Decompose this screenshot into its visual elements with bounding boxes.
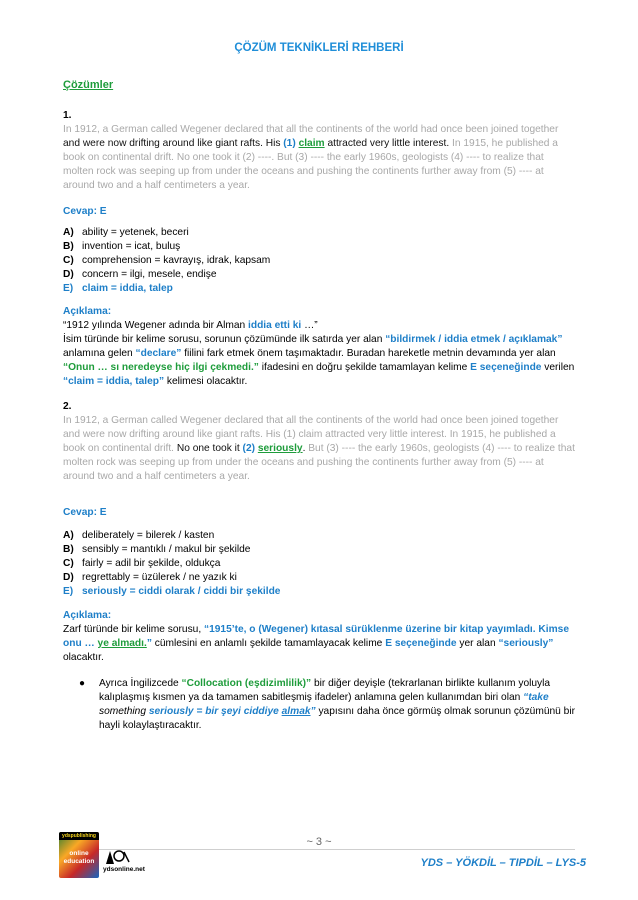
q2-option-d <box>63 571 575 585</box>
option-letter: B) <box>63 241 74 252</box>
ex2-q1e: ” <box>146 638 152 649</box>
option-letter: C) <box>63 255 74 266</box>
brand-mark-icon <box>104 848 130 866</box>
q1-option-e <box>63 282 575 296</box>
option-letter: E) <box>63 283 74 294</box>
option-text: ability = yetenek, beceri <box>82 227 189 238</box>
q2-text-gray-1: In 1912, a German called Wegener declared that all the continents of the world had once been joined together and were now drifting around like giant rafts. His (1) claim attracted very little interest. In 1915, he published a book on continental drift. <box>63 415 559 454</box>
section-heading: Çözümler <box>63 79 114 91</box>
option-letter: D) <box>63 269 74 280</box>
q1-blank-label: (1) <box>283 138 299 149</box>
option-letter: D) <box>63 572 74 583</box>
q2-options <box>63 529 575 599</box>
logo-text <box>59 850 99 866</box>
option-text: invention = icat, buluş <box>82 241 181 252</box>
q2-answer: Cevap: E <box>63 507 107 518</box>
ex1-q5: “claim = iddia, talep” <box>63 376 165 387</box>
logo-line-2: education <box>63 858 95 865</box>
publisher-logo <box>59 832 99 878</box>
ex2-p2: cümlesini en anlamlı şekilde tamamlayacak kelime <box>151 638 386 649</box>
ex1-p2: anlamına gelen <box>63 348 136 359</box>
q2-answer-word: seriously <box>257 443 303 454</box>
q2-explanation <box>63 609 575 665</box>
option-text: seriously = ciddi olarak / ciddi bir şekilde <box>82 586 281 597</box>
bullet-text <box>99 677 575 733</box>
q2-bullet <box>63 677 575 733</box>
q1-text-black-1: and were now drifting around like giant rafts. His <box>63 138 284 149</box>
ex1-p5: verilen <box>541 362 575 373</box>
question-1-passage <box>63 109 575 193</box>
option-text: concern = ilgi, mesele, endişe <box>82 269 217 280</box>
q2-text-black-1: No one took it <box>174 443 243 454</box>
bullet-q1: “Collocation (eşdizimlilik)” <box>181 678 312 689</box>
bullet-p1: Ayrıca İngilizcede <box>99 678 182 689</box>
q2-dot: . <box>302 443 306 454</box>
q1-answer: Cevap: E <box>63 206 107 217</box>
page-title: ÇÖZÜM TEKNİKLERİ REHBERİ <box>234 42 404 54</box>
ex2-q1u: ye almadı. <box>97 638 147 649</box>
q2-blank-label: (2) <box>242 443 258 454</box>
option-text: fairly = adil bir şekilde, oldukça <box>82 558 221 569</box>
bullet-icon: ● <box>79 678 86 689</box>
q1-option-b <box>63 240 575 254</box>
question-1-number: 1. <box>63 110 72 121</box>
series-label: YDS – YÖKDİL – TIPDİL – LYS-5 <box>420 857 586 869</box>
q2-option-a <box>63 529 575 543</box>
q2-text-gray-2: But (3) ---- the early 1960s, geologists (4) ---- to realize that molten rock was seeping up from under the oceans and pushing the continents further away from (5) ---- at around two and a half centimeters a year. <box>63 443 575 482</box>
q2-explanation-heading: Açıklama: <box>63 610 112 621</box>
logo-top-text: ydspublishing <box>59 832 99 840</box>
bullet-q2d: almak <box>281 706 311 717</box>
q1-option-c <box>63 254 575 268</box>
option-text: sensibly = mantıklı / makul bir şekilde <box>82 544 251 555</box>
ex2-p3: yer alan <box>456 638 499 649</box>
ex1-line1-b: iddia etti ki <box>248 320 302 331</box>
q1-text-gray-1: In 1912, a German called Wegener declared that all the continents of the world had once been joined together <box>63 124 559 135</box>
ex1-q2: “declare” <box>135 348 182 359</box>
ex2-q1: “1915’te, o (Wegener) kıtasal sürüklenme üzerine bir kitap yayımladı. Kimse onu … <box>63 624 569 649</box>
bullet-q2b: something <box>99 706 147 717</box>
q1-text-gray-2: In 1915, he published a book on continental drift. No one took it (2) ----. But (3) ---- the early 1960s, geologists (4) ---- to realize that molten rock was seeping up from under the oceans and pushing the continents further away from (5) ---- at around two and a half centimeters a year. <box>63 138 558 191</box>
q1-option-a <box>63 226 575 240</box>
bullet-q2e: ” <box>310 706 316 717</box>
option-text: regrettably = üzülerek / ne yazık ki <box>82 572 237 583</box>
ex1-p6: kelimesi olacaktır. <box>164 376 248 387</box>
ex1-p4: ifadesini en doğru şekilde tamamlayan kelime <box>258 362 471 373</box>
ex1-q3: “Onun … sı neredeyse hiç ilgi çekmedi.” <box>63 362 259 373</box>
option-letter: E) <box>63 586 74 597</box>
question-2-passage <box>63 400 575 484</box>
option-text: deliberately = bilerek / kasten <box>82 530 215 541</box>
q1-answer-word: claim <box>298 138 325 149</box>
question-2-number: 2. <box>63 401 72 412</box>
q1-options <box>63 226 575 296</box>
ex1-line1-a: “1912 yılında Wegener adında bir Alman <box>63 320 249 331</box>
bullet-item <box>63 677 575 733</box>
ex1-q1: “bildirmek / iddia etmek / açıklamak” <box>385 334 563 345</box>
ex1-p3: fiilini fark etmek önem taşımaktadır. Buradan hareketle metnin devamında yer alan <box>181 348 556 359</box>
q2-option-b <box>63 543 575 557</box>
q1-explanation <box>63 305 575 389</box>
ex2-q2: E seçeneğinde <box>385 638 457 649</box>
ex2-p1: Zarf türünde bir kelime sorusu, <box>63 624 204 635</box>
option-letter: A) <box>63 530 74 541</box>
option-text: comprehension = kavrayış, idrak, kapsam <box>82 255 271 266</box>
q2-option-e <box>63 585 575 599</box>
site-url: ydsonline.net <box>103 866 145 873</box>
ex1-q4: E seçeneğinde <box>470 362 542 373</box>
bullet-q2a: “take <box>523 692 549 703</box>
option-letter: A) <box>63 227 74 238</box>
q1-explanation-heading: Açıklama: <box>63 306 112 317</box>
ex1-p1: İsim türünde bir kelime sorusu, sorunun çözümünde ilk satırda yer alan <box>63 334 386 345</box>
logo-line-1: online <box>69 850 89 857</box>
bullet-q2c: seriously = bir şeyi ciddiye <box>146 706 282 717</box>
q2-option-c <box>63 557 575 571</box>
bullet-p3: yapısını daha önce görmüş olmak sorunun çözümünü bir hayli kolaylaştıracaktır. <box>99 706 575 731</box>
q1-text-black-2: attracted very little interest. <box>324 138 450 149</box>
ex2-p4: olacaktır. <box>63 652 104 663</box>
option-text: claim = iddia, talep <box>82 283 173 294</box>
footer-divider <box>63 849 575 850</box>
page-number: ~ 3 ~ <box>306 836 332 848</box>
ex1-line1-c: …” <box>301 320 318 331</box>
bullet-p2: bir diğer deyişle (tekrarlanan birlikte kullanım yoluyla kalıplaşmış kısmen ya da tamamen sabitleşmiş ifadeler) anlamına gelen kullanımdan biri olan <box>99 678 551 703</box>
ex2-q3: “seriously” <box>498 638 554 649</box>
option-letter: C) <box>63 558 74 569</box>
q1-option-d <box>63 268 575 282</box>
option-letter: B) <box>63 544 74 555</box>
